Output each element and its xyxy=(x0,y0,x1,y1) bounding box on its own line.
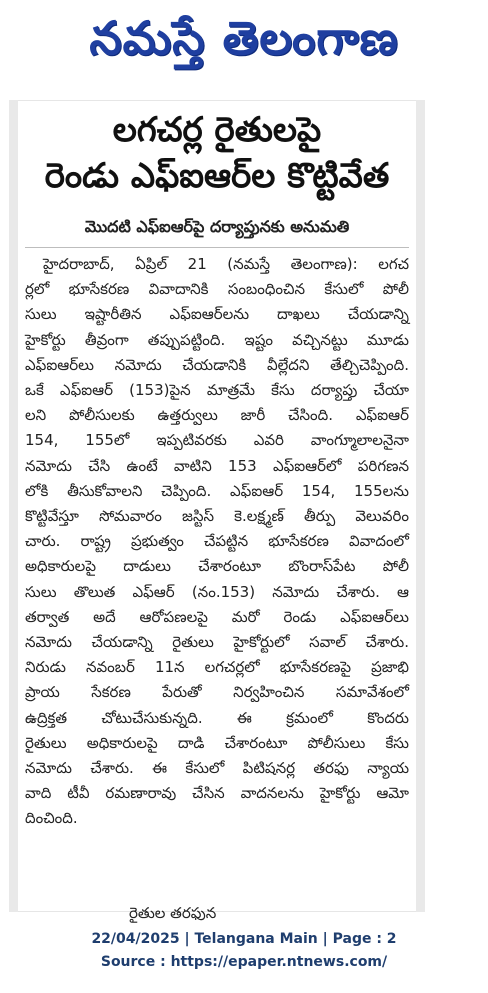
article-clipping xyxy=(9,100,425,922)
body-line: నమోదు చేశారు. ఈ కేసులో పిటిషనర్ల తరఫు న్యాయ xyxy=(25,759,409,778)
body-line: ప్రాయ సేకరణ పేరుతో నిర్వహించిన సమావేశంలో xyxy=(25,683,409,702)
headline-line-2: రెండు ఎఫ్‌ఐఆర్‌ల కొట్టివేత xyxy=(44,156,390,196)
body-line: ర్లలో భూసేకరణ వివాదానికి సంబంధించిన కేసులో పోలీ xyxy=(25,280,409,299)
subheadline-divider xyxy=(25,247,409,248)
body-line: అధికారులపై దాడులు చేశారంటూ బొంరాస్‌పేట పోలీ xyxy=(25,557,409,576)
body-line: హైకోర్టు తీవ్రంగా తప్పుపట్టింది. ఇష్టం వచ్చినట్టు మూడు xyxy=(25,330,409,349)
masthead-title: నమస్తే తెలంగాణ xyxy=(89,11,399,65)
body-line: ఒకే ఎఫ్ఐఆర్ (153)పైన మాత్రమే కేసు దర్యాప్తు చేయా xyxy=(25,381,409,400)
cut-off-text: రైతుల తరఫున xyxy=(129,904,217,922)
body-line: కొట్టివేస్తూ సోమవారం జస్టిస్ కె.లక్ష్మణ్ తీర్పు వెలువరిం xyxy=(25,507,409,526)
body-line: సులు తొలుత ఎఫ్ఆర్ (నం.153) నమోదు చేశారు. ఆ xyxy=(25,582,409,601)
body-line: నమోదు చేయడాన్ని రైతులు హైకోర్టులో సవాల్ చేశారు. xyxy=(25,633,409,652)
body-line: రైతులు అధికారులపై దాడి చేశారంటూ పోలీసులు కేసు xyxy=(25,733,409,752)
article-body xyxy=(25,252,409,832)
newspaper-masthead xyxy=(0,0,488,88)
footer-date-edition: 22/04/2025 | Telangana Main | Page : 2 xyxy=(91,931,397,947)
body-line: ఉద్రిక్తత చోటుచేసుకున్నది. ఈ క్రమంలో కొందరు xyxy=(25,708,409,727)
right-margin-strip xyxy=(416,100,425,912)
body-line: లోకి తీసుకోవాలని చెప్పింది. ఎఫ్ఐఆర్ 154, 155లను xyxy=(25,481,409,500)
body-line: దించింది. xyxy=(25,809,78,828)
body-line: ఎఫ్ఐఆర్‌లు నమోదు చేయడానికి వీల్లేదని తేల్చిచెప్పింది. xyxy=(25,355,409,374)
body-line: హైదరాబాద్, ఏప్రిల్ 21 (నమస్తే తెలంగాణ): లగచ xyxy=(43,255,409,273)
body-line: సులు ఇష్టారీతిన ఎఫ్ఐఆర్‌లను దాఖలు చేయడాన్ని xyxy=(25,305,409,324)
left-margin-strip xyxy=(9,100,18,912)
body-line: నమోదు చేసి ఉంటే వాటిని 153 ఎఫ్ఐఆర్‌లో పరిగణన xyxy=(25,456,409,475)
body-line: చారు. రాష్ట్ర ప్రభుత్వం చేపట్టిన భూసేకరణ వివాదంలో xyxy=(25,532,409,551)
body-line: వాది టీవీ రమణారావు చేసిన వాదనలను హైకోర్టు ఆమో xyxy=(25,784,409,803)
cut-off-line xyxy=(129,900,319,922)
body-line: తర్వాత అదే ఆరోపణలపై మరో రెండు ఎఫ్ఐఆర్‌లు xyxy=(25,607,409,626)
subheadline: మొదటి ఎఫ్‌ఐఆర్‌పై దర్యాప్తునకు అనుమతి xyxy=(84,217,350,236)
footer-source: Source : https://epaper.ntnews.com/ xyxy=(100,954,388,970)
headline-line-1: లగచర్ల రైతులపై xyxy=(112,110,322,150)
body-line: 154, 155లో ఇప్పటివరకు ఎవరి వాంగ్మూలాలనైనా xyxy=(25,431,409,450)
body-line: లని పోలీసులకు ఉత్తర్వులు జారీ చేసింది. ఎఫ్ఐఆర్ xyxy=(25,406,409,425)
body-line: నిరుడు నవంబర్ 11న లగచర్లలో భూసేకరణపై ప్రజాభి xyxy=(25,658,409,677)
